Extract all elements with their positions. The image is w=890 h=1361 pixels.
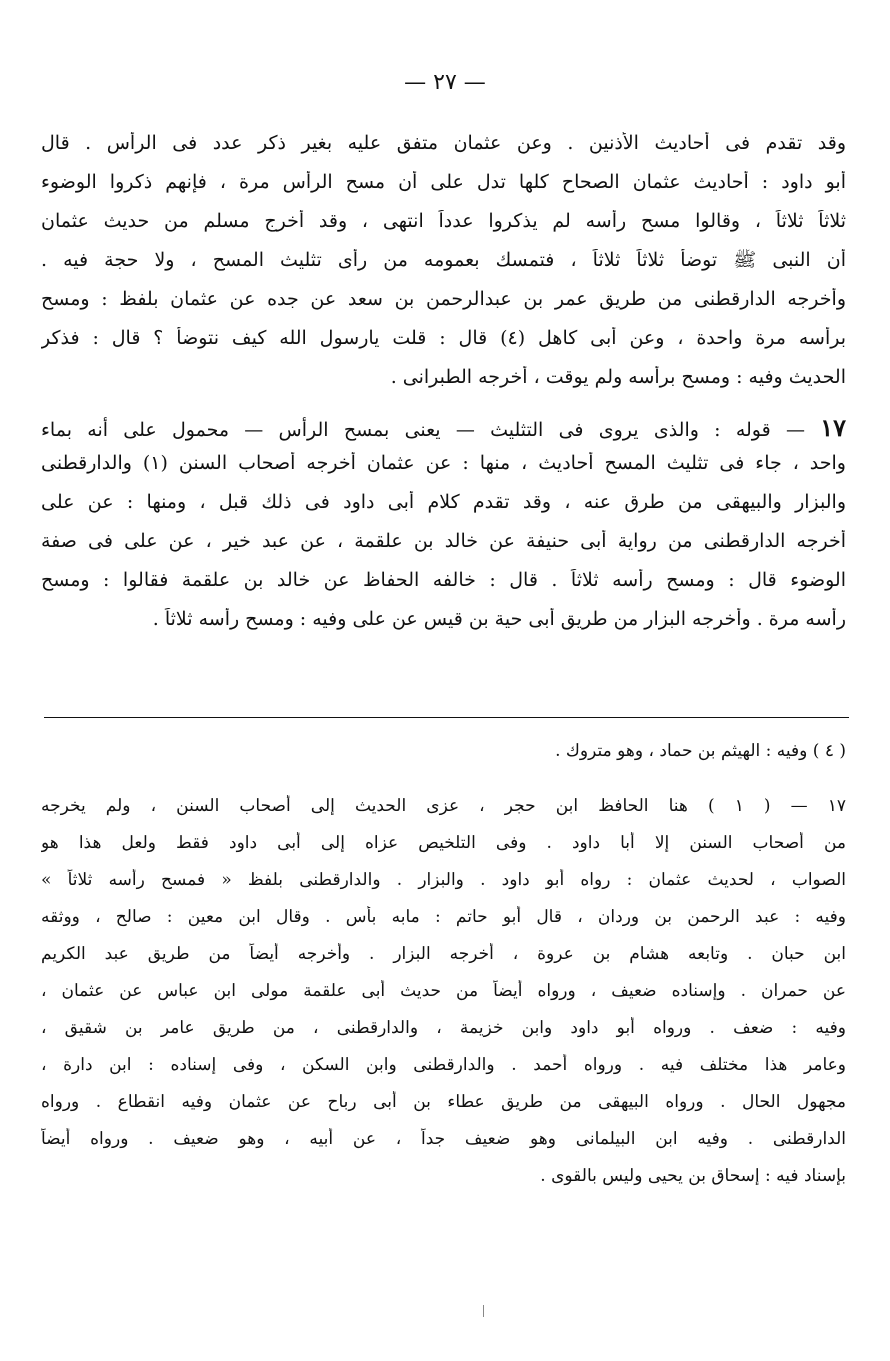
text-line: واحد ، جاء فى تثليث المسح أحاديث ، منها : عن عثمان أخرجه أصحاب السنن (١) والدارقطنى: [41, 452, 846, 474]
footnote-gap: [41, 777, 846, 795]
text-line: رأسه مرة . وأخرجه البزار من طريق أبى حية بن قيس عن على وفيه : ومسح رأسه ثلاثاً .: [152, 608, 846, 630]
paragraph-2: [41, 413, 846, 647]
text-line: أن النبى ﷺ توضأ ثلاثاً ثلاثاً ، فتمسك بعمومه من رأى تثليث المسح ، ولا حجة فيه .: [41, 249, 846, 271]
footnote-line: وفيه : عبد الرحمن بن وردان ، قال أبو حاتم : مابه بأس . وقال ابن معين : صالح ، ووثقه: [41, 907, 846, 927]
paragraph-1: [41, 132, 846, 405]
text-line: والبزار والبيهقى من طرق عنه ، وقد تقدم كلام أبى داود فى ذلك قبل ، ومنها : عن على: [41, 491, 846, 513]
paragraph-gap: [41, 405, 846, 413]
paragraph-number: ١٧: [820, 413, 846, 442]
footnote-line: مجهول الحال . ورواه البيهقى من طريق عطاء بن أبى رباح عن عثمان وفيه انقطاع . ورواه: [41, 1092, 846, 1112]
footnote-line: ١٧ — ( ١ ) هنا الحافظ ابن حجر ، عزى الحديث إلى أصحاب السنن ، ولم يخرجه: [41, 796, 846, 816]
footnote-line: الصواب ، لحديث عثمان : رواه أبو داود . والبزار . والدارقطنى بلفظ « فمسح رأسه ثلاثاً »: [41, 870, 846, 890]
footnote-line: من أصحاب السنن إلا أبا داود . وفى التلخيص عزاه إلى أبى داود فقط ولعل هذا هو: [41, 833, 846, 853]
text-line: وأخرجه الدارقطنى من طريق عمر بن عبدالرحمن بن سعد عن جده عن عثمان بلفظ : ومسح: [41, 288, 846, 310]
scan-mark: [483, 1305, 484, 1317]
footnote-4: ( ٤ ) وفيه : الهيثم بن حماد ، وهو متروك .: [555, 741, 846, 761]
footnote-line: عن حمران . وإسناده ضعيف ، ورواه أيضاً من حديث أبى علقمة مولى ابن عباس عن عثمان ،: [41, 981, 846, 1001]
footnote-line: وفيه : ضعف . ورواه أبو داود وابن خزيمة ، والدارقطنى ، من طريق عامر بن شقيق ،: [41, 1018, 846, 1038]
main-text: [41, 132, 846, 647]
text-line: الوضوء قال : ومسح رأسه ثلاثاً . قال : خالفه الحفاظ عن خالد بن علقمة فقالوا : ومسح: [41, 569, 846, 591]
text-line: ثلاثاً ثلاثاً ، وقالوا مسح رأسه لم يذكروا عدداً انتهى ، وقد أخرج مسلم من حديث عثمان: [41, 210, 846, 232]
text-line: برأسه مرة واحدة ، وعن أبى كاهل (٤) قال : قلت يارسول الله كيف نتوضأ ؟ قال : فذكر: [41, 327, 846, 349]
footnote-separator: [44, 717, 849, 718]
footnote-line: الدارقطنى . وفيه ابن البيلمانى وهو ضعيف جداً ، عن أبيه ، وهو ضعيف . ورواه أيضاً: [41, 1129, 846, 1149]
footnote-line: بإسناد فيه : إسحاق بن يحيى وليس بالقوى .: [540, 1166, 846, 1186]
paragraph-lead-text: — قوله : والذى يروى فى التثليث — يعنى بمسح الرأس — محمول على أنه بماء: [41, 419, 805, 441]
text-line: وقد تقدم فى أحاديث الأذنين . وعن عثمان متفق عليه بغير ذكر عدد فى الرأس . قال: [41, 132, 846, 154]
text-line: أبو داود : أحاديث عثمان الصحاح كلها تدل على أن مسح الرأس مرة ، فإنهم ذكروا الوضوء: [41, 171, 846, 193]
footnote-line: ابن حبان . وتابعه هشام بن عروة ، أخرجه البزار . وأخرجه أيضاً من طريق عبد الكريم: [41, 944, 846, 964]
footnote-line: وعامر هذا مختلف فيه . ورواه أحمد . والدارقطنى وابن السكن ، وفى إسناده : ابن دارة ،: [41, 1055, 846, 1075]
footnote-17: [41, 795, 846, 1202]
page-number: — ٢٧ —: [404, 70, 486, 95]
text-line: الحديث وفيه : ومسح برأسه ولم يوقت ، أخرجه الطبرانى .: [390, 366, 846, 388]
footnotes: [41, 740, 846, 1202]
text-line-lead: [41, 413, 846, 452]
text-line: أخرجه الدارقطنى من رواية أبى حنيفة عن خالد بن علقمة ، عن عبد خير ، عن على فى صفة: [41, 530, 846, 552]
